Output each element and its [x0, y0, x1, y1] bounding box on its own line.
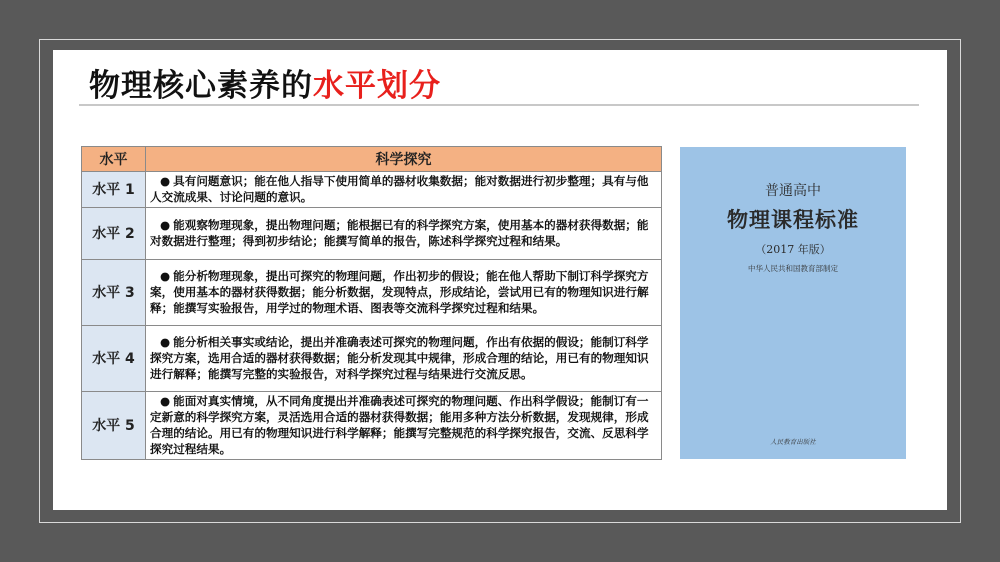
level-cell: 水平 4 — [82, 325, 146, 391]
title-prefix: 物理核心素养的 — [89, 68, 313, 104]
description-cell — [146, 391, 662, 459]
table-row — [82, 259, 662, 325]
bullet-icon: ● — [160, 393, 171, 408]
header-inquiry: 科学探究 — [146, 147, 662, 172]
description-cell — [146, 325, 662, 391]
level-cell: 水平 5 — [82, 391, 146, 459]
book-publisher-line: 中华人民共和国教育部制定 — [748, 264, 838, 273]
slide — [53, 50, 947, 510]
description-cell — [146, 259, 662, 325]
book-press: 人民教育出版社 — [770, 438, 816, 446]
bullet-icon: ● — [160, 334, 171, 349]
header-level: 水平 — [82, 147, 146, 172]
description-text: 能面对真实情境，从不同角度提出并准确表述可探究的物理问题、作出科学假设；能制订有一定新意的科学探究方案，灵活选用合适的器材获得数据；能用多种方法分析数据，发现规律，形成合理的结论。用已有的物理知识进行科学解释；能撰写完整规范的科学探究报告，交流、反思科学探究过程结果。 — [150, 393, 649, 457]
level-cell: 水平 1 — [82, 172, 146, 208]
table-row — [82, 172, 662, 208]
table-row — [82, 391, 662, 459]
description-text: 能观察物理现象，提出物理问题；能根据已有的科学探究方案，使用基本的器材获得数据；能对数据进行整理；得到初步结论；能撰写简单的报告，陈述科学探究过程和结果。 — [150, 217, 649, 249]
book-subtitle: 普通高中 — [765, 183, 821, 199]
description-text: 能分析相关事实或结论，提出并准确表述可探究的物理问题，作出有依据的假设；能制订科学探究方案，选用合适的器材获得数据；能分析发现其中规律，形成合理的结论，用已有的物理知识进行解释；能撰写完整的实验报告，对科学探究过程与结果进行交流反思。 — [150, 334, 649, 382]
description-cell — [146, 207, 662, 259]
book-title: 物理课程标准 — [727, 207, 859, 232]
table-row — [82, 207, 662, 259]
description-cell — [146, 172, 662, 208]
bullet-icon: ● — [160, 268, 171, 283]
level-cell: 水平 2 — [82, 207, 146, 259]
book-cover-image — [680, 147, 906, 459]
title-highlight: 水平划分 — [313, 68, 441, 104]
slide-title — [89, 60, 441, 105]
table-header-row — [82, 147, 662, 172]
title-divider — [79, 104, 919, 106]
bullet-icon: ● — [160, 217, 171, 232]
level-table — [81, 146, 662, 460]
level-cell: 水平 3 — [82, 259, 146, 325]
book-edition: （2017 年版） — [755, 243, 831, 256]
table-row — [82, 325, 662, 391]
description-text: 能分析物理现象，提出可探究的物理问题，作出初步的假设；能在他人帮助下制订科学探究方案，使用基本的器材获得数据；能分析数据，发现特点，形成结论，尝试用已有的物理知识进行解释；能撰写实验报告，用学过的物理术语、图表等交流科学探究过程和结果。 — [150, 268, 649, 316]
bullet-icon: ● — [160, 174, 171, 188]
description-text: 具有问题意识；能在他人指导下使用简单的器材收集数据；能对数据进行初步整理；具有与他人交流成果、讨论问题的意识。 — [150, 174, 649, 205]
